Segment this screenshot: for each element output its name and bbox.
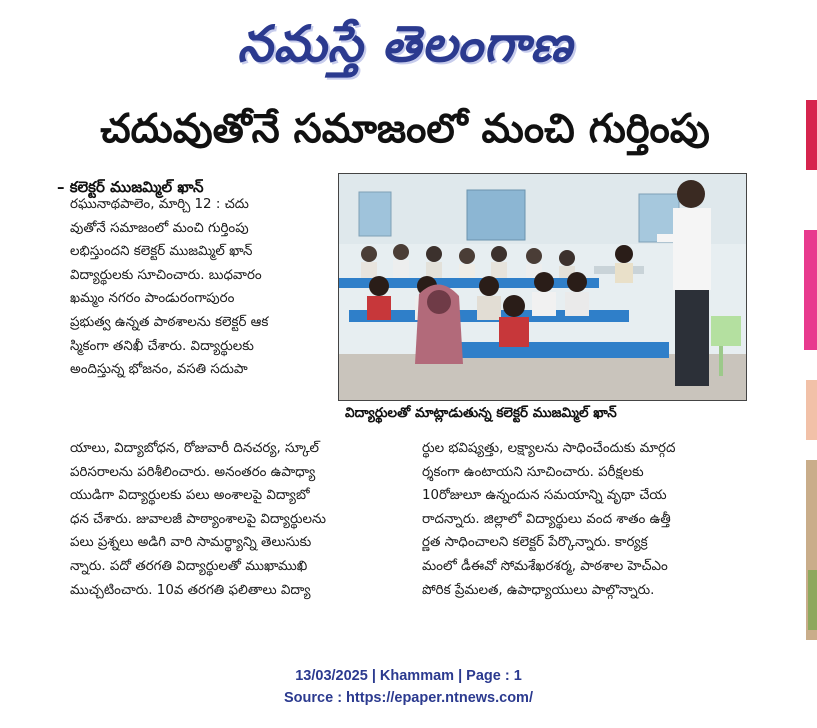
photo-caption: విద్యార్థులతో మాట్లాడుతున్న కలెక్టర్‌ ముజమ్మిల్‌ ఖాన్‌ bbox=[345, 405, 617, 421]
text-line: ర్థుల భవిష్యత్తు, లక్ష్యాలను సాధించేందుకు మార్గద bbox=[422, 441, 676, 456]
text-line: పలు ప్రశ్నలు అడిగి వారి సామర్థ్యాన్ని తెలుసుకు bbox=[70, 535, 312, 551]
text-line: ర్ణత సాధించాలని కలెక్టర్‌ పేర్కొన్నారు. కార్యక్ర bbox=[422, 535, 648, 551]
footer-source: Source : https://epaper.ntnews.com/ bbox=[284, 690, 533, 706]
article-column-1-bottom bbox=[70, 437, 400, 602]
text-line: ప్రభుత్వ ఉన్నత పాఠశాలను కలెక్టర్‌ ఆక bbox=[70, 314, 269, 330]
text-line: ధన చేశారు. జువాలజీ పాఠ్యాంశాలపై విద్యార్థులను bbox=[70, 511, 327, 527]
text-line: వుతోనే సమాజంలో మంచి గుర్తింపు bbox=[70, 220, 249, 236]
article-column-1-top bbox=[70, 193, 332, 382]
adjacent-page-edge bbox=[796, 100, 817, 645]
text-line: ముచ్చటించారు. 10వ తరగతి ఫలితాలు విద్యా bbox=[70, 582, 311, 598]
text-line: రాదన్నారు. జిల్లాలో విద్యార్థులు వంద శాతం ఉత్తీ bbox=[422, 511, 671, 527]
text-line: మంలో డీఈవో సోమశేఖరశర్మ, పాఠశాల హెచ్‌ఎం bbox=[422, 558, 668, 574]
text-line: స్మికంగా తనిఖీ చేశారు. విద్యార్థులకు bbox=[70, 338, 254, 354]
text-line: పరిసరాలను పరిశీలించారు. అనంతరం ఉపాధ్యా bbox=[70, 464, 316, 480]
article-byline: – కలెక్టర్‌ ముజమ్మిల్‌ ఖాన్‌ bbox=[57, 178, 204, 196]
text-line: యాలు, విద్యాబోధన, రోజువారీ దినచర్య, స్కూల్‌ bbox=[70, 441, 319, 456]
text-line: ఖమ్మం నగరం పాండురంగాపురం bbox=[70, 291, 235, 307]
footer-date-edition: 13/03/2025 | Khammam | Page : 1 bbox=[295, 668, 522, 684]
text-line: ర్శకంగా ఉంటాయని సూచించారు. పరీక్షలకు bbox=[422, 464, 644, 480]
newspaper-masthead: నమస్తే తెలంగాణ bbox=[237, 15, 573, 73]
text-line: విద్యార్థులకు సూచించారు. బుధవారం bbox=[70, 267, 262, 283]
text-line: యుడిగా విద్యార్థులకు పలు అంశాలపై విద్యాబో bbox=[70, 488, 310, 504]
text-line: 10రోజులూ ఉన్నందున సమయాన్ని వృథా చేయ bbox=[422, 488, 667, 504]
text-line: అందిస్తున్న భోజనం, వసతి సదుపా bbox=[70, 362, 248, 378]
text-line: న్నారు. పదో తరగతి విద్యార్థులతో ముఖాముఖి bbox=[70, 558, 308, 574]
text-line: పోరిక ప్రేమలత, ఉపాధ్యాయులు పాల్గొన్నారు. bbox=[422, 582, 655, 598]
text-line: లభిస్తుందని కలెక్టర్‌ ముజమ్మిల్‌ ఖాన్‌ bbox=[70, 244, 253, 260]
article-column-2 bbox=[422, 437, 752, 602]
article-photo bbox=[338, 173, 747, 401]
article-headline: చదువుతోనే సమాజంలో మంచి గుర్తింపు bbox=[100, 106, 710, 152]
text-line: రఘునాథపాలెం, మార్చి 12 : చదు bbox=[70, 197, 249, 212]
